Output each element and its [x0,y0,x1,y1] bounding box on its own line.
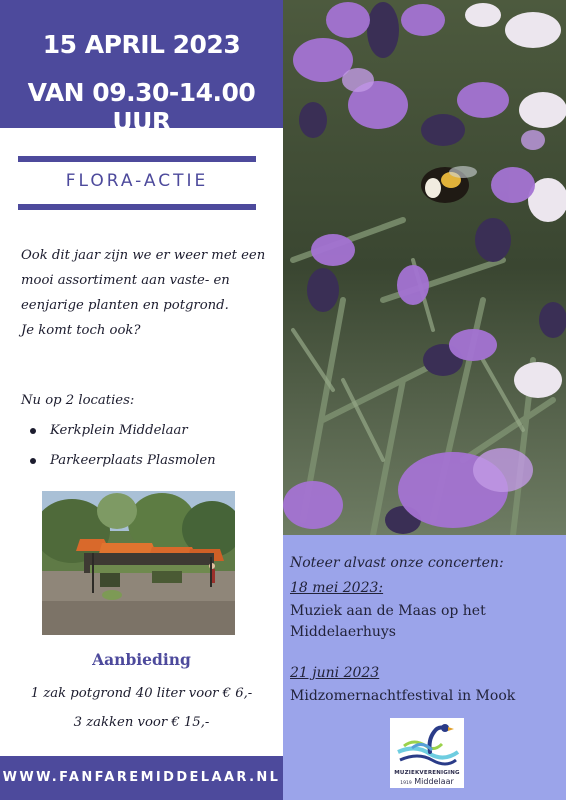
band-logo [390,718,464,788]
event-time: VAN 09.30-14.00 UUR [27,78,256,136]
offer-title: Aanbieding [92,650,191,669]
concert-line: Muziek aan de Maas op het [290,603,486,619]
offer-line: 3 zakken voor € 15,- [73,715,210,730]
logo-subtitle: MUZIEKVERENIGING [394,770,460,776]
concert-line: Middelaerhuys [290,624,396,640]
intro-line: eenjarige planten en potgrond. [21,298,229,313]
bullet-icon [30,428,36,434]
concert-date: 21 juni 2023 [290,665,380,681]
list-item [30,420,216,450]
locations-heading: Nu op 2 locaties: [21,393,135,408]
location-label: Kerkplein Middelaar [50,423,188,438]
date-banner [0,0,283,136]
concert-description [290,686,515,707]
concert-line: Midzomernachtfestival in Mook [290,688,516,704]
title-rule-bottom [18,204,256,210]
bullet-icon [30,458,36,464]
locations-list [30,420,216,480]
concert-description [290,601,486,643]
location-label: Parkeerplaats Plasmolen [50,453,216,468]
website-link[interactable]: WWW.FANFAREMIDDELAAR.NL [0,756,283,800]
offer-line: 1 zak potgrond 40 liter voor € 6,- [30,686,253,701]
logo-name [390,777,464,786]
lavender-bee-photo [283,0,566,535]
market-stall-photo [42,491,235,635]
concerts-heading: Noteer alvast onze concerten: [290,555,504,571]
list-item [30,450,216,480]
intro-line: Je komt toch ook? [21,323,141,338]
section-title: FLORA-ACTIE [65,171,209,191]
intro-line: mooi assortiment aan vaste- en [21,273,230,288]
logo-title: Middelaar [414,777,454,786]
intro-line: Ook dit jaar zijn we er weer met een [21,248,266,263]
logo-year: 1919 [400,781,412,786]
concert-date: 18 mei 2023: [290,580,384,596]
concerts-panel [283,535,566,800]
intro-paragraph [21,243,271,343]
event-date: 15 APRIL 2023 [42,30,241,59]
title-rule-top [18,156,256,162]
